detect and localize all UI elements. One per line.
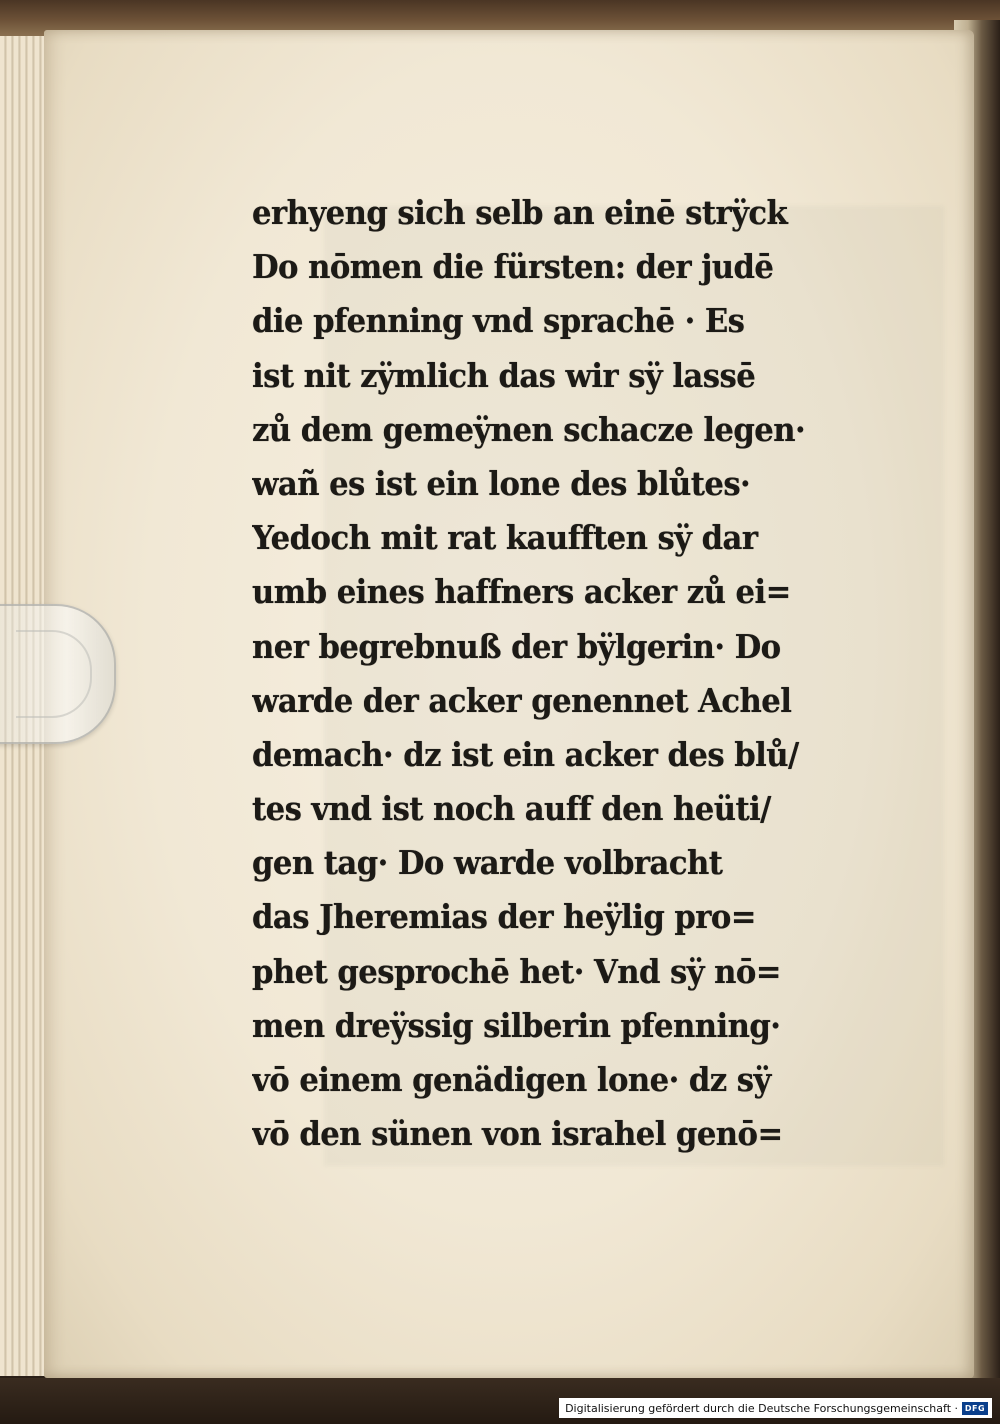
credit-text: Digitalisierung gefördert durch die Deutsche Forschungsgemeinschaft ·	[565, 1401, 958, 1415]
text-line: umb eines haffners acker zů ei=	[252, 572, 791, 612]
blackletter-text-block	[252, 186, 892, 1161]
text-line: gen tag· Do warde volbracht	[252, 843, 723, 883]
text-line: ist nit zÿmlich das wir sÿ lassē	[252, 355, 756, 395]
text-line: ner begrebnuß der bÿlgerin· Do	[252, 626, 781, 666]
text-line: warde der acker genennet Achel	[252, 680, 792, 720]
text-line: die pfenning vnd sprachē · Es	[252, 301, 745, 341]
text-line: phet gesprochē het· Vnd sÿ nō=	[252, 951, 781, 991]
text-line: men dreÿssig silberin pfenning·	[252, 1005, 781, 1045]
text-line: demach· dz ist ein acker des blů/	[252, 734, 799, 774]
text-line: tes vnd ist noch auff den heüti/	[252, 789, 771, 829]
text-line: erhyeng sich selb an einē strÿck	[252, 193, 788, 232]
text-line: zů dem gemeÿnen schacze legen·	[252, 409, 806, 449]
page-clip-inner-loop	[16, 630, 92, 718]
text-line: Yedoch mit rat kaufften sÿ dar	[252, 518, 758, 558]
text-line: Do nōmen die fürsten: der judē	[252, 247, 774, 287]
text-line: vō einem genädigen lone· dz sÿ	[252, 1060, 771, 1099]
text-line: vō den sünen von israhel genō=	[252, 1114, 783, 1154]
text-line: das Jheremias der heÿlig pro=	[252, 897, 756, 937]
text-line: wañ es ist ein lone des blůtes·	[252, 463, 751, 503]
page-clip-holder	[0, 604, 116, 744]
digitization-credit	[559, 1398, 992, 1418]
dfg-logo-icon: DFG	[962, 1402, 988, 1415]
